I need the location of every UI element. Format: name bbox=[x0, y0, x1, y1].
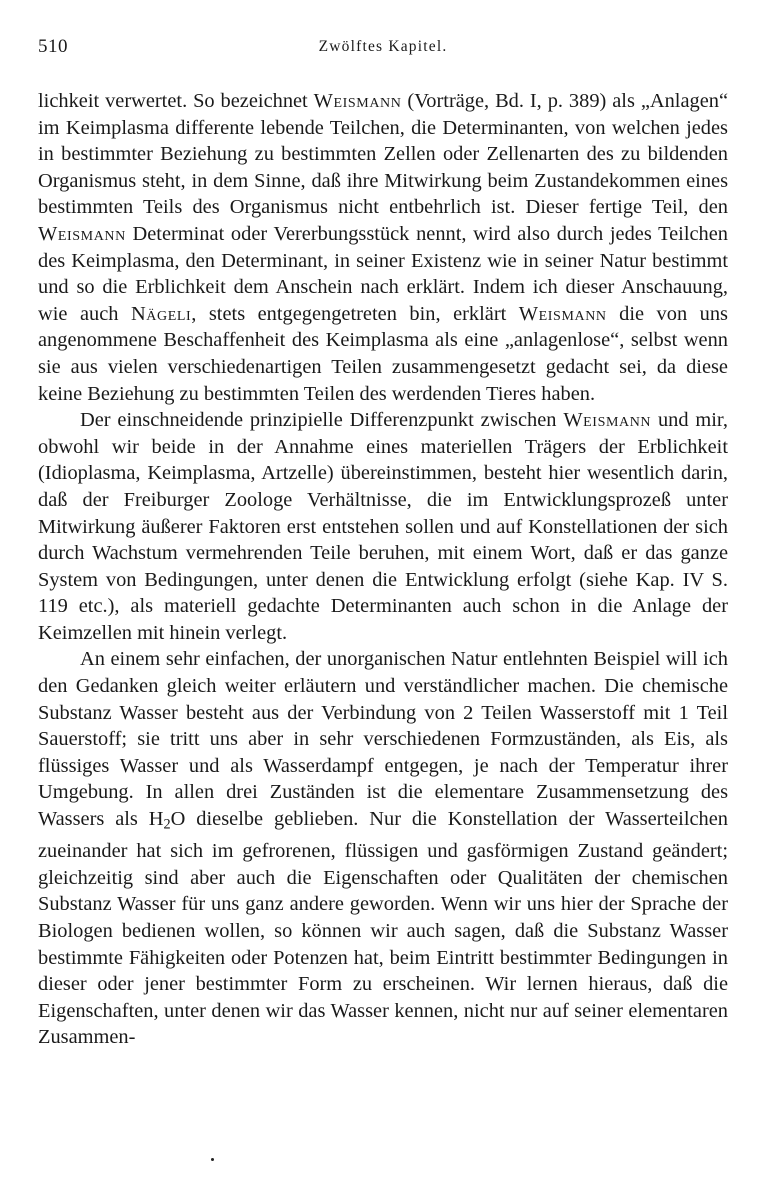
subscript: 2 bbox=[163, 816, 171, 833]
page-number: 510 bbox=[38, 36, 68, 57]
text-run: Der einschneidende prinzipielle Differenzpunkt zwischen bbox=[80, 409, 564, 432]
running-head bbox=[38, 30, 728, 64]
author-name: Weismann bbox=[518, 302, 607, 325]
body-text bbox=[38, 88, 728, 1051]
text-run: und mir, obwohl wir beide in der Annahme eines materiellen Trägers der Erblichkeit (Idioplasma, Keimplasma, Artzelle) übereinstimmen, besteht hier wesentlich darin, daß der Freiburger Zoologe Verhältnisse, die im Entwicklungsprozeß unter Mitwirkung äußerer Faktoren erst entstehen sollen und auf Konstellationen der sich durch Wachstum vermehrenden Teile beruhen, mit einem Wort, daß er das ganze System von Bedingungen, unter denen die Entwicklung erfolgt (siehe Kap. IV S. 119 etc.), als materiell gedachte Determinanten auch schon in die Anlage der Keimzellen mit hinein verlegt. bbox=[38, 409, 728, 644]
author-name: Weismann bbox=[38, 222, 126, 245]
text-run: die von uns angenommene Beschaffenheit des Keimplasma als eine „anlagenlose“, selbst wenn sie aus vielen verschiedenartigen Teilen zusammengesetzt gedacht sei, da diese keine Beziehung zu bestimmten Teilen des werdenden Tieres haben. bbox=[38, 302, 728, 405]
text-run: O dieselbe geblieben. Nur die Konstellation der Wasserteilchen zueinander hat sich im gefrorenen, flüssigen und gasförmigen Zustand geändert; gleichzeitig sind aber auch die Eigenschaften oder Qualitäten der chemischen Substanz Wasser für uns ganz andere geworden. Wenn wir uns hier der Sprache der Biologen bedienen wollen, so können wir auch sagen, daß die Substanz Wasser bestimmte Fähigkeiten oder Potenzen hat, beim Eintritt bestimmter Bedingungen in dieser oder jener bestimmter Form zu erscheinen. Wir lernen hieraus, daß die Eigenschaften, unter denen wir das Wasser kennen, nicht nur auf seiner elementaren Zusammen- bbox=[38, 808, 728, 1049]
text-run: Determinat oder Vererbungsstück nennt, wird also durch jedes Teilchen des Keimplasma, den Determinant, in seiner Existenz wie in seiner Natur bestimmt und so die Erblichkeit dem Anschein nach erklärt. Indem ich dieser Anschauung, wie auch bbox=[38, 222, 728, 325]
text-run: lichkeit verwertet. So bezeichnet bbox=[38, 90, 314, 112]
signature-mark bbox=[211, 1158, 214, 1161]
paragraph-3 bbox=[38, 646, 728, 1050]
text-run: , stets entgegengetreten bin, erklärt bbox=[191, 302, 519, 325]
author-name: Weismann bbox=[563, 409, 652, 432]
paragraph-2 bbox=[38, 407, 728, 646]
text-run: An einem sehr einfachen, der unorganischen Natur entlehnten Beispiel will ich den Gedanken gleich weiter erläutern und verständlicher machen. Die chemische Substanz Wasser besteht aus der Verbindung von 2 Teilen Wasserstoff mit 1 Teil Sauerstoff; sie tritt uns aber in sehr verschiedenen Formzuständen, als Eis, als flüssiges Wasser und als Wasserdampf entgegen, je nach der Temperatur ihrer Umgebung. In allen drei Zuständen ist die elementare Zusammensetzung des Wassers als H bbox=[38, 648, 728, 831]
chapter-title: Zwölftes Kapitel. bbox=[318, 38, 448, 55]
author-name: Nägeli bbox=[130, 302, 192, 325]
text-run: (Vorträge, Bd. I, p. 389) als „Anlagen“ im Keimplasma differente lebende Teilchen, die Determinanten, von welchen jedes in bestimmter Beziehung zu bestimmten Zellen oder Zellenarten des zu bildenden Organismus steht, in dem Sinne, daß ihre Mitwirkung beim Zustandekommen eines bestimmten Teils des Organismus nicht entbehrlich ist. Dieser fertige Teil, den bbox=[38, 90, 728, 219]
author-name: Weismann bbox=[313, 90, 402, 112]
paragraph-1 bbox=[38, 88, 728, 407]
book-page bbox=[38, 30, 728, 1051]
